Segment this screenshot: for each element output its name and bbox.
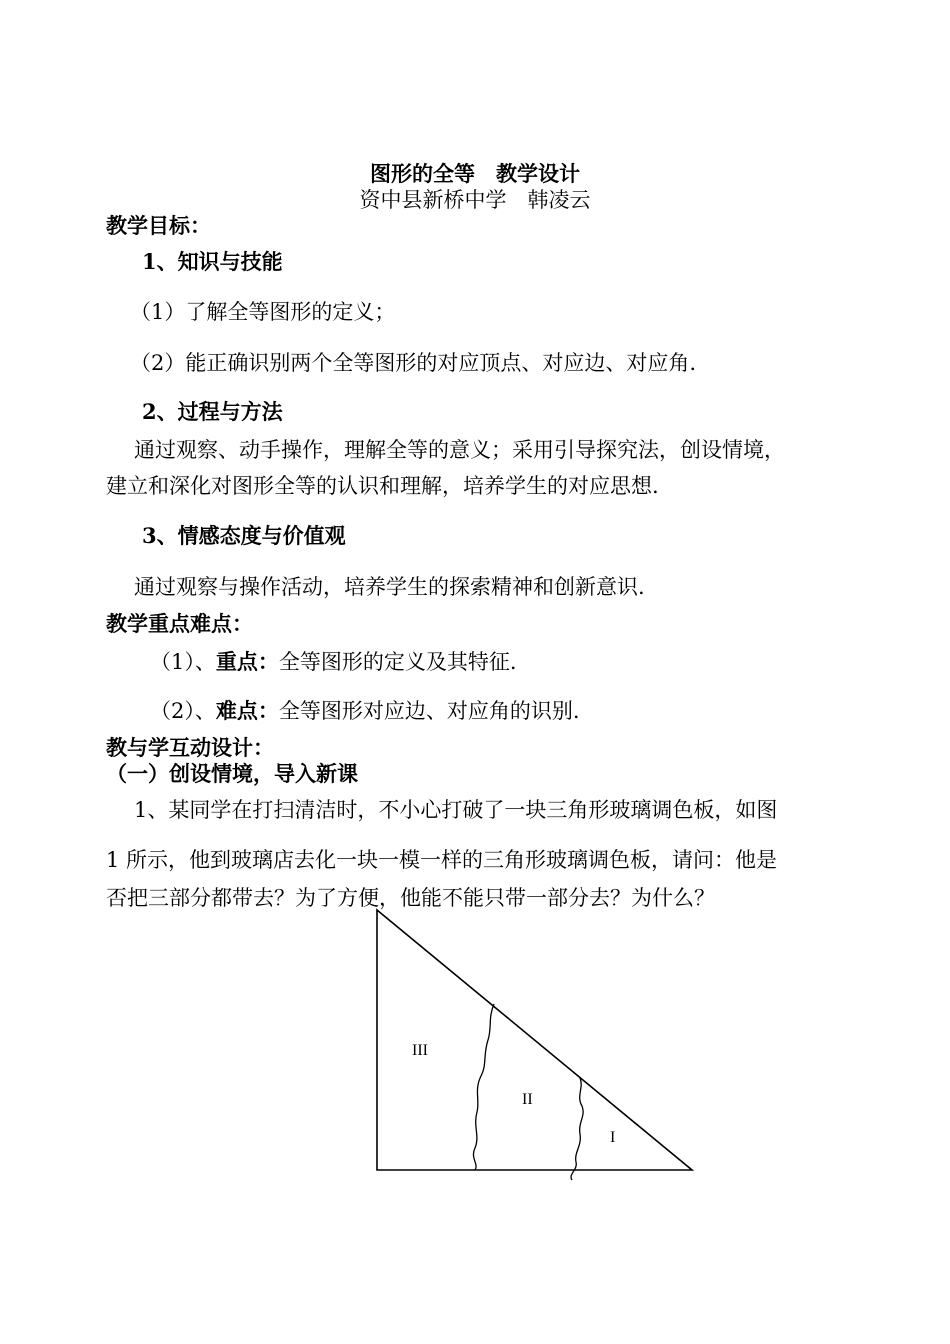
key-point-prefix-2: （2）、 <box>150 699 216 723</box>
region-label-i: I <box>610 1129 616 1146</box>
key-point-item-1 <box>150 648 517 676</box>
section-heading-process: 2、过程与方法 <box>142 399 283 424</box>
objective-item-2: （2）能正确识别两个全等图形的对应顶点、对应边、对应角. <box>130 351 697 375</box>
process-text-line-2: 建立和深化对图形全等的认识和理解，培养学生的对应思想. <box>106 474 659 498</box>
scenario-text-line-3: 否把三部分都带去？为了方便，他能不能只带一部分去？为什么？ <box>106 886 715 910</box>
page-title: 图形的全等 教学设计 <box>370 161 580 186</box>
scenario-text-line-1: 1、某同学在打扫清洁时，不小心打破了一块三角形玻璃调色板，如图 <box>134 798 778 822</box>
region-label-iii: III <box>412 1042 428 1059</box>
objective-item-1: （1）了解全等图形的定义； <box>130 300 396 324</box>
key-point-text-2: 全等图形对应边、对应角的识别. <box>278 699 580 723</box>
interaction-heading: 教与学互动设计： <box>106 735 274 760</box>
broken-triangle-figure <box>340 900 720 1190</box>
part-one-heading: （一）创设情境，导入新课 <box>106 761 358 786</box>
objectives-heading: 教学目标： <box>106 213 211 238</box>
key-points-heading: 教学重点难点： <box>106 611 253 636</box>
crack-line-right <box>571 1078 583 1180</box>
key-point-prefix-1: （1）、 <box>150 650 216 674</box>
author-line: 资中县新桥中学 韩凌云 <box>359 188 591 212</box>
key-point-text-1: 全等图形的定义及其特征. <box>278 650 517 674</box>
attitude-text: 通过观察与操作活动，培养学生的探索精神和创新意识. <box>134 575 645 599</box>
process-text-line-1: 通过观察、动手操作，理解全等的意义；采用引导探究法，创设情境， <box>134 438 785 462</box>
region-label-ii: II <box>522 1091 533 1108</box>
key-point-label-1: 重点： <box>215 649 279 674</box>
key-point-item-2 <box>150 697 580 725</box>
crack-line-left <box>473 1004 494 1170</box>
triangle-outline <box>377 910 692 1170</box>
section-heading-knowledge: 1、知识与技能 <box>142 249 283 274</box>
section-heading-attitude: 3、情感态度与价值观 <box>142 523 346 548</box>
scenario-text-line-2: 1 所示，他到玻璃店去化一块一模一样的三角形玻璃调色板，请问：他是 <box>106 848 778 872</box>
key-point-label-2: 难点： <box>215 698 279 723</box>
